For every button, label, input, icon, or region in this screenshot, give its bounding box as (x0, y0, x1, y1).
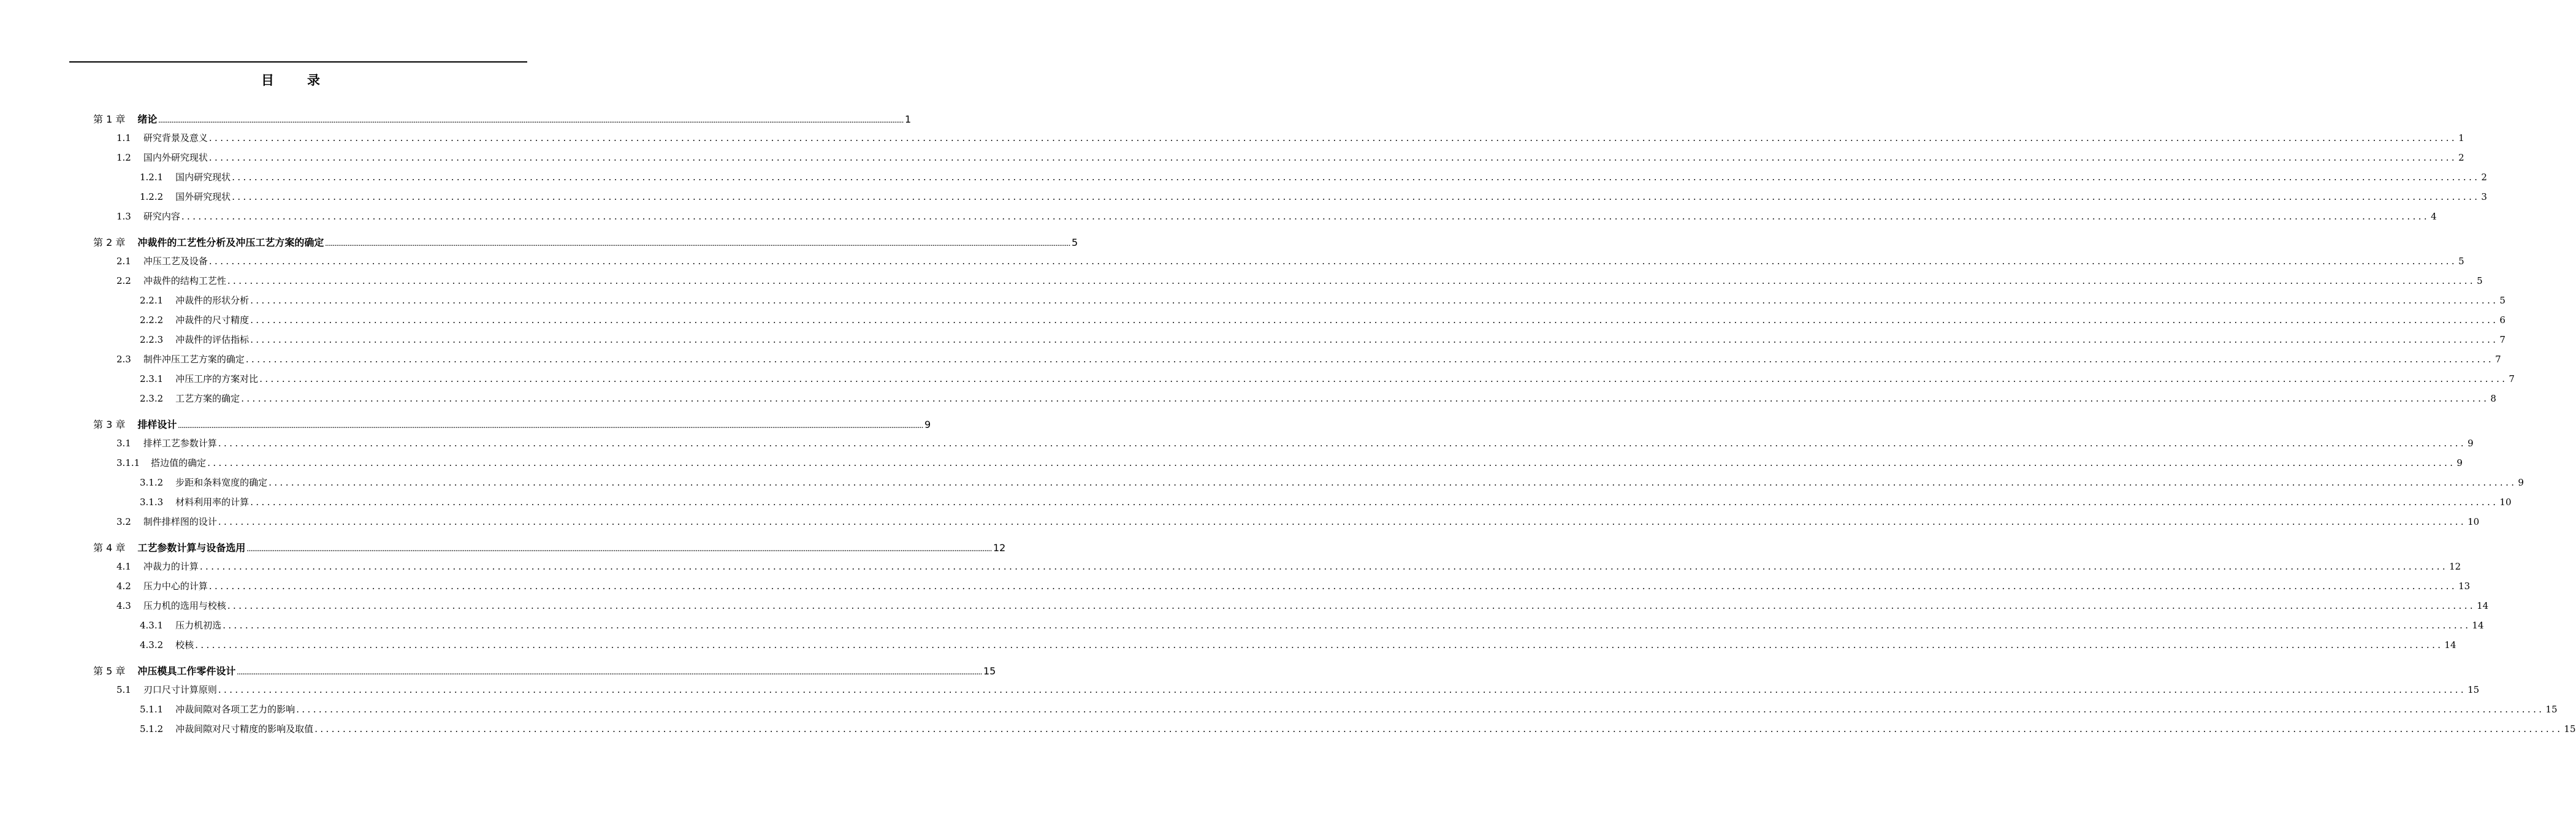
toc-leader-dots: ................................................................................................................................................................................................................................................................................................................................................................................................................ (208, 152, 2458, 163)
toc-entry-number: 2.2.1 (140, 295, 164, 306)
toc-page-number: 15 (2545, 704, 2558, 715)
toc-page-number: 7 (2499, 334, 2506, 345)
toc-section-entry[interactable] (116, 599, 2489, 615)
toc-entry-number: 2.3.1 (140, 373, 164, 384)
toc-section-entry[interactable] (140, 703, 2558, 719)
toc-section-entry[interactable] (140, 313, 2506, 329)
toc-entry-number: 2.2.2 (140, 315, 164, 326)
toc-entry-number: 2.3.2 (140, 393, 164, 404)
toc-entry-number: 2.1 (116, 256, 131, 267)
toc-entry-title: 制件冲压工艺方案的确定 (143, 354, 245, 365)
toc-entry-number: 3.1.3 (140, 497, 164, 508)
toc-leader-dots: ................................................................................................................................................................................................................................................................................................................................................................................................................ (241, 393, 2490, 404)
toc-page-number: 9 (924, 419, 931, 430)
toc-entry-number: 3.1.1 (116, 457, 140, 468)
toc-entry-number: 2.2.3 (140, 334, 164, 345)
toc-page-number: 5 (2458, 256, 2464, 267)
toc-section-entry[interactable] (116, 560, 2461, 576)
toc-page-number: 7 (2495, 354, 2501, 365)
toc-page-number: 6 (2499, 315, 2506, 326)
toc-leader-dots: ................................................................................................................................................................................................................................................................................................................................................................................................................ (232, 172, 2480, 183)
toc-page-number: 14 (2444, 639, 2456, 650)
toc-entry-title: 刃口尺寸计算原则 (143, 684, 217, 695)
toc-entry-number: 4.1 (116, 561, 131, 572)
toc-entry-title: 排样工艺参数计算 (143, 438, 217, 449)
toc-section-entry[interactable] (140, 333, 2506, 349)
toc-page-number: 5 (1072, 237, 1078, 248)
toc-leader-dots: ................................................................................................................................................................................................................................................................................................................................................................................................................ (218, 438, 2467, 449)
toc-entry-title: 冲压工序的方案对比 (175, 373, 259, 384)
toc-entry-title: 冲压工艺及设备 (143, 256, 208, 267)
toc-leader-dots: ................................................................................................................................................................................................................................................................................................................................................................................................................ (195, 639, 2444, 650)
toc-entry-title: 冲裁件的结构工艺性 (143, 275, 226, 286)
toc-entry-title: 冲裁间隙对尺寸精度的影响及取值 (175, 723, 314, 734)
toc-entry-title: 压力机初选 (175, 620, 222, 631)
toc-entry-number: 5.1.1 (140, 704, 164, 715)
toc-page-number: 7 (2509, 373, 2515, 384)
toc-page-number: 2 (2481, 172, 2487, 183)
toc-section-entry[interactable] (116, 210, 2437, 226)
toc-section-entry[interactable] (140, 392, 2496, 408)
toc-leader-dots: ................................................................................................................................................................................................................................................................................................................................................................................................................ (259, 373, 2508, 384)
toc-section-entry[interactable] (116, 579, 2471, 595)
toc-leader-dots: ................................................................................................................................................................................................................................................................................................................................................................................................................ (314, 723, 2563, 734)
toc-leader-dots: ................................................................................................................................................................................................................................................................................................................................................................................................................ (269, 477, 2517, 488)
toc-section-entry[interactable] (140, 722, 2576, 738)
toc-leader-dots: ................................................................................................................................................................................................................................................................................................................................................................................................................ (218, 684, 2467, 695)
toc-leader-dots: ................................................................................................................................................................................................................................................................................................................................................................................................................ (227, 275, 2476, 286)
toc-entry-title: 搭边值的确定 (151, 457, 207, 468)
toc-page-number: 2 (2458, 152, 2464, 163)
toc-chapter-entry[interactable] (93, 663, 996, 679)
toc-leader-dots: ................................................................................................................................................................................................................................................................................................................................................................................................................ (250, 334, 2499, 345)
toc-leader-dots: ................................................................................................................................................................................................................................................................................................................................................................................................................ (250, 315, 2499, 326)
toc-entry-number: 3.2 (116, 516, 131, 527)
toc-entry-title: 冲裁件的评估指标 (175, 334, 250, 345)
toc-entry-title: 冲裁间隙对各项工艺力的影响 (175, 704, 295, 715)
toc-entry-title: 冲裁力的计算 (143, 561, 199, 572)
toc-page-number: 9 (2467, 438, 2474, 449)
toc-section-entry[interactable] (116, 151, 2464, 167)
toc-leader-dots: ................................................................................................................................................................................................................................................................................................................................................................................................................ (218, 516, 2467, 527)
toc-entry-number: 4.2 (116, 581, 131, 592)
toc-entry-title: 冲裁件的尺寸精度 (175, 315, 250, 326)
toc-leader-dots: ................................................................................................................................................................................................................................................................................................................................................................................................................ (250, 497, 2499, 508)
toc-entry-title: 压力中心的计算 (143, 581, 208, 592)
toc-section-entry[interactable] (140, 476, 2524, 492)
toc-leader-dots: ................................................................................................................................................................................................................................................................................................................................................................................................................ (208, 581, 2458, 592)
toc-entry-number: 2.3 (116, 354, 131, 365)
toc-page-number: 13 (2458, 581, 2471, 592)
toc-page-number: 15 (2564, 723, 2576, 734)
toc-leader-dots: ................................................................................................................................................................................................................................................................................................................................................................................................................ (245, 354, 2494, 365)
toc-chapter-entry[interactable] (93, 417, 931, 433)
toc-page-number: 14 (2477, 600, 2489, 611)
toc-section-entry[interactable] (116, 437, 2474, 452)
toc-section-entry[interactable] (116, 274, 2483, 290)
toc-section-entry[interactable] (140, 170, 2487, 186)
toc-page-number: 5 (2499, 295, 2506, 306)
toc-section-entry[interactable] (140, 190, 2487, 206)
toc-title (0, 71, 582, 89)
toc-page-number: 9 (2518, 477, 2524, 488)
toc-title-char-1: 目 (261, 73, 275, 88)
toc-page-number: 10 (2467, 516, 2480, 527)
toc-entry-title: 冲裁件的形状分析 (175, 295, 250, 306)
toc-leader-dots: ................................................................................................................................................................................................................................................................................................................................................................................................................ (232, 191, 2480, 202)
toc-entry-title: 校核 (175, 639, 194, 650)
toc-entry-title: 工艺方案的确定 (175, 393, 240, 404)
toc-entry-number: 4.3.1 (140, 620, 164, 631)
toc-entry-title: 步距和条料宽度的确定 (175, 477, 268, 488)
toc-entry-number: 1.2.2 (140, 191, 164, 202)
toc-leader-dots: ................................................................................................................................................................................................................................................................................................................................................................................................................ (296, 704, 2545, 715)
toc-page-number: 12 (993, 542, 1006, 554)
toc-page-number: 14 (2472, 620, 2484, 631)
toc-entry-title: 国内外研究现状 (143, 152, 208, 163)
toc-entry-title: 工艺参数计算与设备选用 (137, 542, 246, 554)
toc-leader-dots: ................................................................................................................................................................................................................................................................................................................................................................................................................ (199, 561, 2448, 572)
toc-page-number: 15 (2467, 684, 2480, 695)
toc-entry-number: 1.3 (116, 211, 131, 222)
toc-entry-number: 第 5 章 (93, 665, 126, 677)
toc-section-entry[interactable] (140, 294, 2506, 310)
toc-leader-dots: ................................................................................................................................................................................................................................................................................................................................................................................................................ (227, 600, 2476, 611)
toc-chapter-entry[interactable] (93, 112, 912, 128)
toc-leader-dots: ................................................................................................................................................................................................................................................................................................................................................................................................................ (223, 620, 2471, 631)
toc-entry-number: 1.2.1 (140, 172, 164, 183)
toc-entry-number: 5.1.2 (140, 723, 164, 734)
toc-page-number: 15 (983, 665, 996, 677)
toc-entry-number: 1.2 (116, 152, 131, 163)
header-rule (69, 61, 527, 63)
toc-page-number: 12 (2449, 561, 2461, 572)
toc-chapter-entry[interactable] (93, 540, 1006, 556)
toc-section-entry[interactable] (116, 456, 2463, 472)
toc-entry-number: 第 3 章 (93, 419, 126, 430)
toc-section-entry[interactable] (140, 619, 2484, 635)
toc-leader-dots: ................................................................................................................................................................................................................................................................................................................................................................................................................ (178, 424, 923, 429)
toc-entry-number: 2.2 (116, 275, 131, 286)
toc-entry-number: 5.1 (116, 684, 131, 695)
toc-section-entry[interactable] (140, 372, 2515, 388)
toc-section-entry[interactable] (116, 254, 2464, 270)
toc-chapter-entry[interactable] (93, 235, 1078, 251)
toc-page-number: 1 (2458, 132, 2464, 143)
toc-entry-number: 3.1.2 (140, 477, 164, 488)
toc-section-entry[interactable] (140, 495, 2512, 511)
toc-entry-title: 排样设计 (137, 419, 177, 430)
toc-leader-dots: ................................................................................................................................................................................................................................................................................................................................................................................................................ (208, 256, 2458, 267)
toc-entry-number: 3.1 (116, 438, 131, 449)
toc-entry-number: 第 2 章 (93, 237, 126, 248)
toc-entry-title: 研究内容 (143, 211, 180, 222)
toc-leader-dots: ................................................................................................................................................................................................................................................................................................................................................................................................................ (237, 670, 982, 676)
toc-page-number: 4 (2431, 211, 2437, 222)
toc-leader-dots: ................................................................................................................................................................................................................................................................................................................................................................................................................ (158, 118, 904, 124)
toc-entry-title: 国内研究现状 (175, 172, 231, 183)
toc-leader-dots: ................................................................................................................................................................................................................................................................................................................................................................................................................ (207, 457, 2456, 468)
toc-leader-dots: ................................................................................................................................................................................................................................................................................................................................................................................................................ (250, 295, 2499, 306)
toc-section-entry[interactable] (116, 353, 2501, 368)
toc-entry-number: 4.3.2 (140, 639, 164, 650)
toc-leader-dots: ................................................................................................................................................................................................................................................................................................................................................................................................................ (246, 547, 992, 552)
toc-page-number: 1 (905, 113, 912, 125)
toc-page-number: 8 (2490, 393, 2496, 404)
toc-entry-title: 冲裁件的工艺性分析及冲压工艺方案的确定 (137, 237, 324, 248)
toc-entry-title: 材料利用率的计算 (175, 497, 250, 508)
toc-entry-title: 压力机的选用与校核 (143, 600, 226, 611)
toc-page-number: 3 (2481, 191, 2487, 202)
toc-section-entry[interactable] (140, 638, 2456, 654)
toc-title-char-2: 录 (307, 73, 321, 88)
toc-leader-dots: ................................................................................................................................................................................................................................................................................................................................................................................................................ (208, 132, 2458, 143)
toc-section-entry[interactable] (116, 515, 2480, 531)
toc-entry-number: 1.1 (116, 132, 131, 143)
toc-page-number: 10 (2499, 497, 2512, 508)
toc-entry-number: 4.3 (116, 600, 131, 611)
toc-entry-title: 绪论 (137, 113, 158, 125)
toc-entry-number: 第 4 章 (93, 542, 126, 554)
toc-entry-title: 制件排样图的设计 (143, 516, 217, 527)
toc-section-entry[interactable] (116, 131, 2464, 147)
toc-entry-title: 国外研究现状 (175, 191, 231, 202)
toc-page-number: 5 (2477, 275, 2483, 286)
toc-page-number: 9 (2456, 457, 2463, 468)
toc-leader-dots: ................................................................................................................................................................................................................................................................................................................................................................................................................ (181, 211, 2430, 222)
toc-entry-number: 第 1 章 (93, 113, 126, 125)
toc-leader-dots: ................................................................................................................................................................................................................................................................................................................................................................................................................ (325, 242, 1070, 247)
toc-entry-title: 研究背景及意义 (143, 132, 208, 143)
toc-section-entry[interactable] (116, 683, 2480, 699)
toc-entry-title: 冲压模具工作零件设计 (137, 665, 236, 677)
